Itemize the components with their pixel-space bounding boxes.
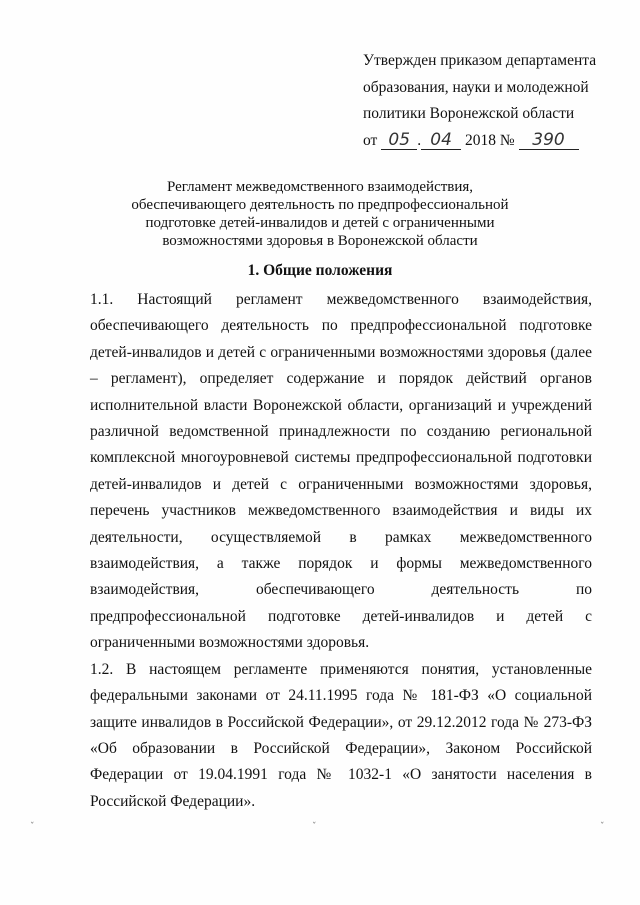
approval-date-line: от 05 . 04 2018 № 390 [363, 128, 613, 155]
scan-speck: ˇ [30, 822, 35, 832]
approval-line-1: Утвержден приказом департамента [363, 52, 597, 69]
scan-speck: ˇ [312, 822, 317, 832]
title-line-3: подготовке детей-инвалидов и детей с ограниченными [145, 215, 495, 231]
document-body [90, 287, 592, 815]
title-line-4: возможностями здоровья в Воронежской области [162, 233, 478, 249]
approval-handwritten-month: 04 [421, 131, 461, 150]
paragraph-1-1: 1.1. Настоящий регламент межведомственного взаимодействия, обеспечивающего деятельность по предпрофессиональной подготовке детей-инвалидов и детей с ограниченными возможностями здоровья (далее – регламент), определяет содержание и порядок действий органов исполнительной власти Воронежской области, организаций и учреждений различной ведомственной принадлежности по созданию региональной комплексной многоуровневой системы предпрофессиональной подготовки детей-инвалидов и детей с ограниченными возможностями здоровья, перечень участников межведомственного взаимодействия и виды их деятельности, осуществляемой в рамках межведомственного взаимодействия, а также порядок и формы межведомственного взаимодействия, обеспечивающего деятельность по предпрофессиональной подготовке детей-инвалидов и детей с ограниченными возможностями здоровья. [90, 291, 592, 652]
approval-line-3: политики Воронежской области [363, 105, 575, 122]
document-title [120, 178, 520, 250]
approval-year-number-label: 2018 № [464, 131, 515, 149]
approval-handwritten-day: 05 [381, 131, 417, 150]
paragraph-1-2: 1.2. В настоящем регламенте применяются понятия, установленные федеральными законами от 24.11.1995 года № 181-ФЗ «О социальной защите инвалидов в Российской Федерации», от 29.12.2012 года № 273-ФЗ «Об образовании в Российской Федерации», Законом Российской Федерации от 19.04.1991 года № 1032-1 «О занятости населения в Российской Федерации». [90, 660, 592, 810]
approval-handwritten-number: 390 [519, 131, 579, 150]
section-heading: 1. Общие положения [247, 262, 393, 279]
title-line-1: Регламент межведомственного взаимодействия, [166, 179, 474, 195]
scan-speck: ˇ [600, 822, 605, 832]
title-line-2: обеспечивающего деятельность по предпрофессиональной [131, 197, 509, 213]
approval-block [363, 48, 613, 154]
approval-line-2: образования, науки и молодежной [363, 78, 589, 96]
approval-date-prefix: от [363, 131, 378, 149]
